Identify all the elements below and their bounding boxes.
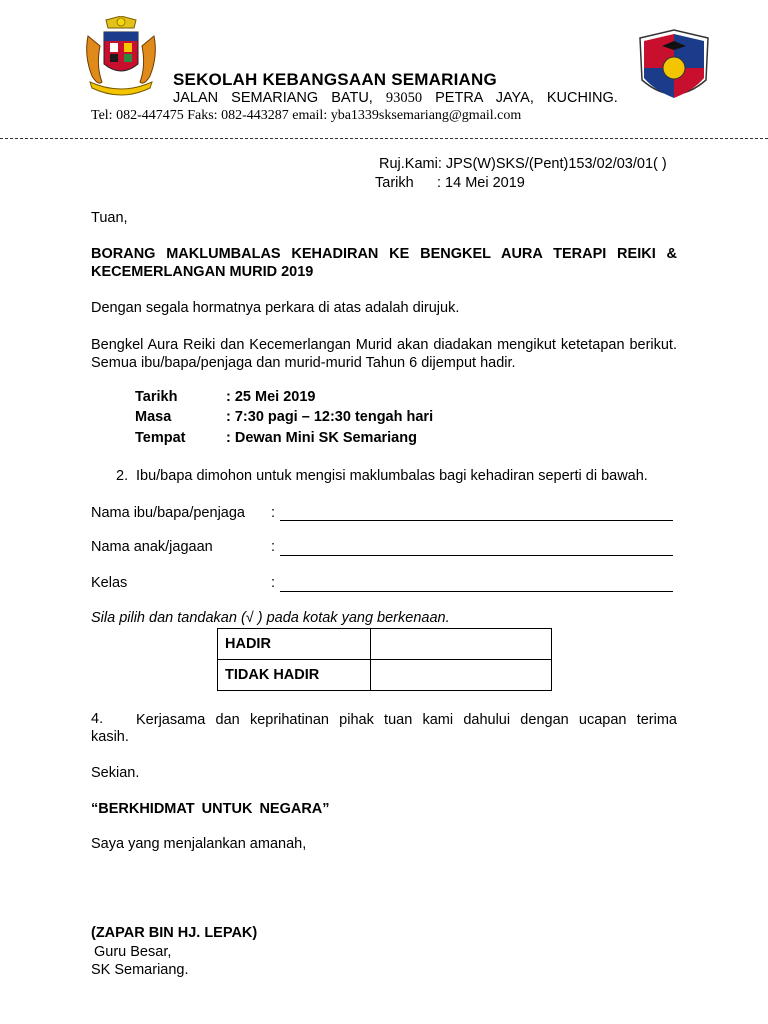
item-4-line-2: kasih. xyxy=(91,729,129,745)
paragraph-reference: Dengan segala hormatnya perkara di atas adalah dirujuk. xyxy=(91,300,460,316)
motto: “BERKHIDMAT UNTUK NEGARA” xyxy=(91,801,330,817)
item-2-number: 2. xyxy=(116,468,129,484)
field-label-child-name: Nama anak/jagaan xyxy=(91,539,213,555)
coat-of-arms-logo xyxy=(76,16,166,102)
item-4-line-1: Kerjasama dan keprihatinan pihak tuan kami dahului dengan ucapan terima xyxy=(136,712,677,728)
parent-name-field[interactable] xyxy=(280,519,673,521)
header-divider xyxy=(0,138,768,139)
amanah-line: Saya yang menjalankan amanah, xyxy=(91,836,307,852)
detail-value-tempat: : Dewan Mini SK Semariang xyxy=(226,430,417,446)
school-badge-logo xyxy=(636,28,712,110)
closing: Sekian. xyxy=(91,765,140,781)
letter-date-value: : 14 Mei 2019 xyxy=(437,175,525,191)
checkbox-hadir[interactable] xyxy=(371,629,552,660)
school-contact: Tel: 082-447475 Faks: 082-443287 email: yba1339sksemariang@gmail.com xyxy=(91,108,522,123)
signatory-title: Guru Besar, xyxy=(94,944,172,960)
field-label-class: Kelas xyxy=(91,575,128,591)
field-colon: : xyxy=(271,505,276,521)
signatory-school: SK Semariang. xyxy=(91,962,189,978)
detail-value-tarikh: : 25 Mei 2019 xyxy=(226,389,316,405)
school-address xyxy=(173,90,618,107)
paragraph-announcement: Bengkel Aura Reiki dan Kecemerlangan Murid akan diadakan mengikut ketetapan berikut. Semua ibu/bapa/penjaga dan murid-murid Tahun 6 dijemput hadir. xyxy=(91,337,677,371)
child-name-field[interactable] xyxy=(280,554,673,556)
field-colon: : xyxy=(271,575,276,591)
detail-label-tempat: Tempat xyxy=(135,430,186,446)
item-2-text: Ibu/bapa dimohon untuk mengisi maklumbalas bagi kehadiran seperti di bawah. xyxy=(136,468,648,484)
subject-line-2: KECEMERLANGAN MURID 2019 xyxy=(91,264,314,280)
attendance-table xyxy=(217,628,552,691)
address-postcode: 93050 xyxy=(385,90,423,106)
address-city: PETRA JAYA, KUCHING. xyxy=(435,90,618,106)
detail-label-masa: Masa xyxy=(135,409,172,425)
table-row xyxy=(218,660,552,691)
letter-date-label: Tarikh xyxy=(375,175,414,191)
field-label-parent-name: Nama ibu/bapa/penjaga xyxy=(91,505,245,521)
option-label-tidak-hadir: TIDAK HADIR xyxy=(218,660,371,691)
detail-label-tarikh: Tarikh xyxy=(135,389,178,405)
subject-line-1: BORANG MAKLUMBALAS KEHADIRAN KE BENGKEL AURA TERAPI REIKI & xyxy=(91,246,677,262)
checkbox-tidak-hadir[interactable] xyxy=(371,660,552,691)
reference-number: Ruj.Kami: JPS(W)SKS/(Pent)153/02/03/01( ) xyxy=(379,156,667,172)
instruction-text: Sila pilih dan tandakan (√ ) pada kotak yang berkenaan. xyxy=(91,610,450,626)
address-street: JALAN SEMARIANG BATU, xyxy=(173,90,373,106)
salutation: Tuan, xyxy=(91,210,128,226)
signatory-name: (ZAPAR BIN HJ. LEPAK) xyxy=(91,925,258,941)
field-colon: : xyxy=(271,539,276,555)
item-4-number: 4. xyxy=(91,711,104,727)
detail-value-masa: : 7:30 pagi – 12:30 tengah hari xyxy=(226,409,434,425)
option-label-hadir: HADIR xyxy=(218,629,371,660)
class-field[interactable] xyxy=(280,590,673,592)
table-row xyxy=(218,629,552,660)
school-name: SEKOLAH KEBANGSAAN SEMARIANG xyxy=(173,70,497,89)
